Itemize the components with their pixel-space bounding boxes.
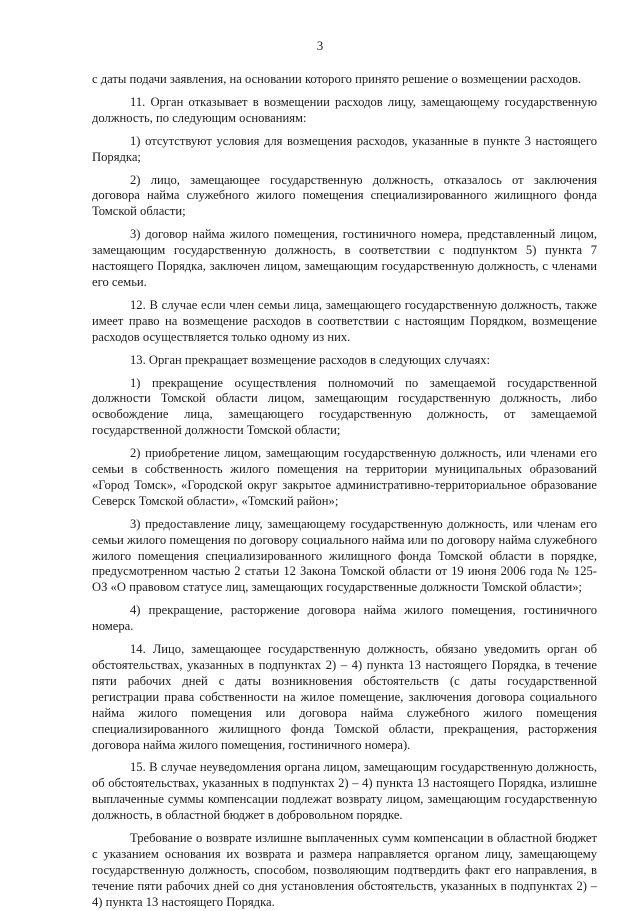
paragraph-continuation: с даты подачи заявления, на основании которого принято решение о возмещении расходов. xyxy=(92,72,582,86)
paragraph-11: 11. Орган отказывает в возмещении расходов лицу, замещающему государственную должность, по следующим основаниям: xyxy=(92,94,597,125)
paragraph-12: 12. В случае если член семьи лица, замещающего государственную должность, также имеет право на возмещение расходов в соответствии с настоящим Порядком, возмещение расходов осуществляется только одному из них. xyxy=(92,297,597,344)
paragraph-15: 15. В случае неуведомления органа лицом, замещающим государственную должность, об обстоятельствах, указанных в подпунктах 2) – 4) пункта 13 настоящего Порядка, излишне выплаченные суммы компенсации подлежат возврату лицом, замещающим государственную должность, в областной бюджет в добровольном порядке. xyxy=(92,760,597,823)
paragraph-15-requirement: Требование о возврате излишне выплаченных сумм компенсации в областной бюджет с указанием основания их возврата и размера направляется органом лицу, замещающему государственную должность, способом, позволяющим подтвердить факт его направления, в течение пяти рабочих дней со дня установления обстоятельств, указанных в подпунктах 2) – 4) пункта 13 настоящего Порядка. xyxy=(92,831,597,909)
paragraph-13: 13. Орган прекращает возмещение расходов в следующих случаях: xyxy=(130,352,491,367)
paragraph-11-item-2: 2) лицо, замещающее государственную должность, отказалось от заключения договора найма служебного жилого помещения специализированного жилищного фонда Томской области; xyxy=(92,172,597,219)
page-number: 3 xyxy=(316,38,324,53)
paragraph-13-item-1: 1) прекращение осуществления полномочий по замещаемой государственной должности Томской области лицом, замещающим государственную должность, либо освобождение лица, замещающего государственную должность, от замещаемой государственной должности Томской области; xyxy=(92,375,597,438)
paragraph-13-item-4: 4) прекращение, расторжение договора найма жилого помещения, гостиничного номера. xyxy=(92,603,597,634)
paragraph-11-item-3: 3) договор найма жилого помещения, гостиничного номера, представленный лицом, замещающим государственную должность, в соответствии с подпунктом 5) пункта 7 настоящего Порядка, заключен лицом, замещающим государственную должность, с членами его семьи. xyxy=(92,227,597,289)
paragraph-13-item-3: 3) предоставление лицу, замещающему государственную должность, или членам его семьи жилого помещения по договору социального найма или по договору найма служебного жилого помещения специализированного жилищного фонда Томской области в порядке, предусмотренном частью 2 статьи 12 Закона Томской области от 19 июня 2006 года № 125-ОЗ «О правовом статусе лиц, замещающих государственные должности Томской области»; xyxy=(92,516,597,595)
paragraph-13-item-2: 2) приобретение лицом, замещающим государственную должность, или членами его семьи в собственность жилого помещения на территории муниципальных образований «Город Томск», «Городской округ закрытое административно-территориальное образование Северск Томской области», «Томский район»; xyxy=(92,446,597,508)
paragraph-14: 14. Лицо, замещающее государственную должность, обязано уведомить орган об обстоятельствах, указанных в подпунктах 2) – 4) пункта 13 настоящего Порядка, в течение пяти рабочих дней с даты возникновения обстоятельств (с даты государственной регистрации права собственности на жилое помещение, заключения договора социального найма жилого помещения или договора найма служебного жилого помещения специализированного жилищного фонда Томской области, прекращения, расторжения договора найма жилого помещения, гостиничного номера). xyxy=(92,642,597,752)
document-body xyxy=(92,72,597,911)
paragraph-11-item-1: 1) отсутствуют условия для возмещения расходов, указанные в пункте 3 настоящего Порядка; xyxy=(92,133,597,164)
